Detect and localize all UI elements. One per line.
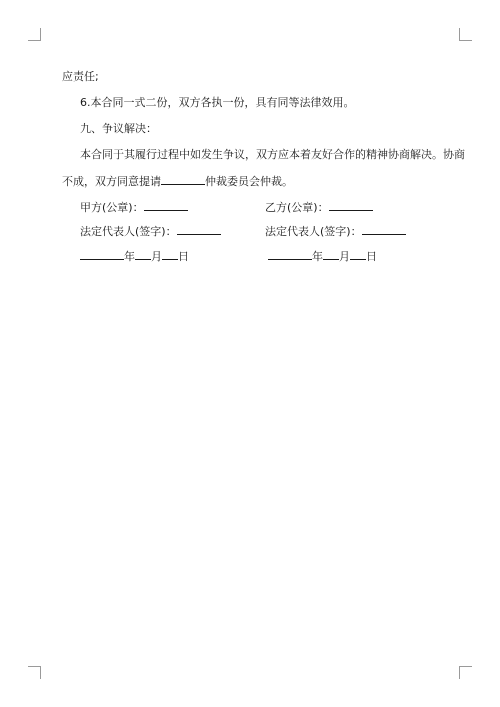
party-b-seal bbox=[265, 199, 373, 215]
day-blank-b bbox=[350, 248, 366, 260]
month-label-a: 月 bbox=[151, 250, 162, 263]
clause-6: 6.本合同一式二份，双方各执一份，具有同等法律效用。 bbox=[80, 96, 355, 109]
party-a-representative bbox=[80, 223, 221, 239]
party-b-representative bbox=[265, 223, 406, 239]
party-a-seal bbox=[80, 199, 188, 215]
day-label-b: 日 bbox=[366, 250, 377, 263]
month-blank-a bbox=[135, 248, 151, 260]
rep-b-blank bbox=[362, 223, 406, 235]
crop-mark-top-right bbox=[459, 28, 472, 41]
arbitration-blank bbox=[161, 173, 205, 185]
party-b-date bbox=[268, 248, 377, 264]
year-blank-b bbox=[268, 248, 312, 260]
year-label-a: 年 bbox=[124, 250, 135, 263]
day-blank-a bbox=[162, 248, 178, 260]
rep-a-blank bbox=[177, 223, 221, 235]
party-b-blank bbox=[329, 199, 373, 211]
rep-b-label: 法定代表人(签字)： bbox=[265, 225, 362, 238]
crop-mark-bottom-left bbox=[28, 666, 41, 679]
month-label-b: 月 bbox=[339, 250, 350, 263]
month-blank-b bbox=[323, 248, 339, 260]
section-heading-dispute: 九、争议解决： bbox=[80, 122, 157, 135]
crop-mark-top-left bbox=[28, 28, 41, 41]
party-a-date bbox=[80, 248, 189, 264]
party-a-label: 甲方(公章)： bbox=[80, 201, 144, 214]
party-a-blank bbox=[144, 199, 188, 211]
dispute-text-line-2 bbox=[62, 173, 293, 189]
dispute-text-suffix: 仲裁委员会仲裁。 bbox=[205, 175, 293, 188]
text-line-1: 应责任; bbox=[62, 70, 99, 83]
year-label-b: 年 bbox=[312, 250, 323, 263]
dispute-text-line-1: 本合同于其履行过程中如发生争议，双方应本着友好合作的精神协商解决。协商 bbox=[80, 148, 465, 161]
party-b-label: 乙方(公章)： bbox=[265, 201, 329, 214]
dispute-text-prefix: 不成，双方同意提请 bbox=[62, 175, 161, 188]
crop-mark-bottom-right bbox=[459, 666, 472, 679]
year-blank-a bbox=[80, 248, 124, 260]
day-label-a: 日 bbox=[178, 250, 189, 263]
rep-a-label: 法定代表人(签字)： bbox=[80, 225, 177, 238]
